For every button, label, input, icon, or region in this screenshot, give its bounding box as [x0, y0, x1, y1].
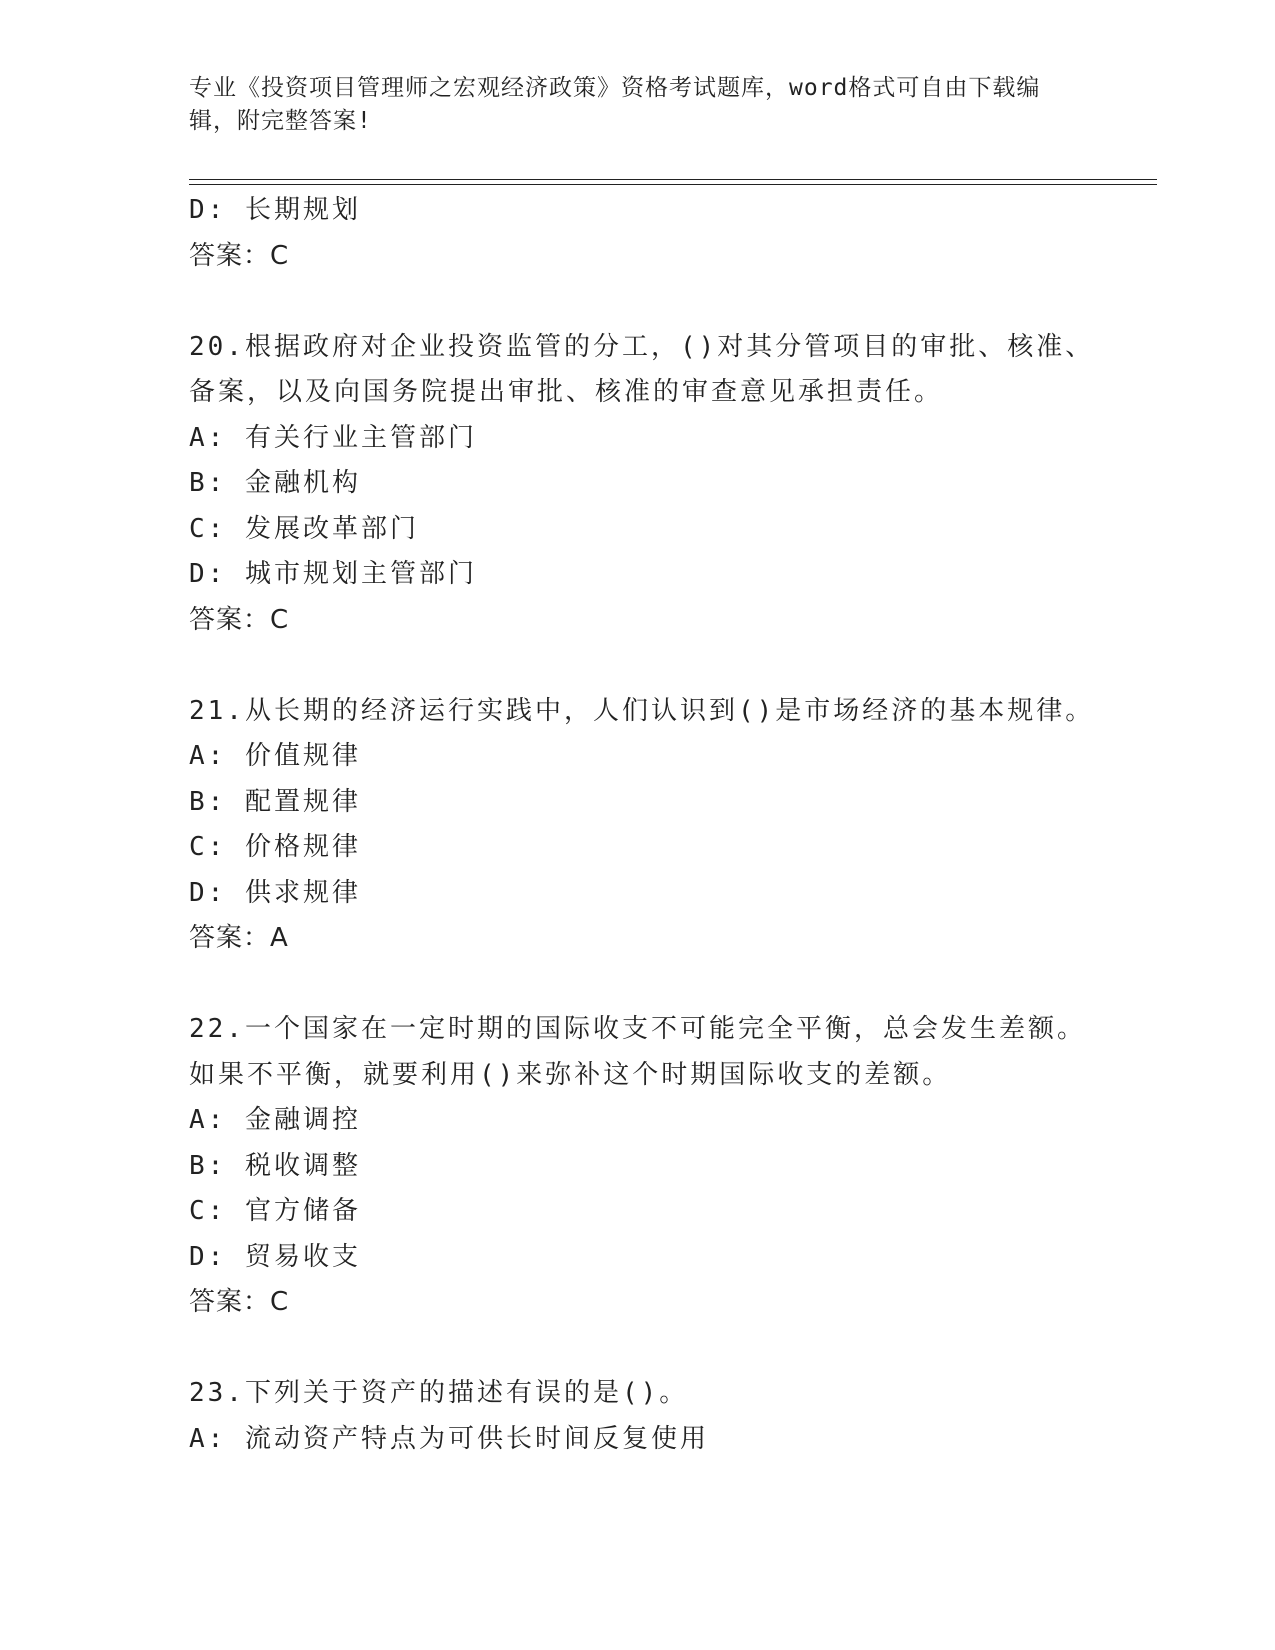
answer-line: 答案：A [189, 923, 289, 953]
option-a: A: 有关行业主管部门 [189, 422, 477, 453]
option-b: B: 税收调整 [189, 1150, 361, 1181]
option-a: A: 流动资产特点为可供长时间反复使用 [189, 1423, 709, 1454]
header-divider-top [189, 179, 1157, 180]
header-divider-bottom [189, 184, 1157, 185]
answer-line: 答案：C [189, 604, 290, 635]
question-stem: 22.一个国家在一定时期的国际收支不可能完全平衡，总会发生差额。 [189, 1014, 1086, 1044]
question-stem: 21.从长期的经济运行实践中，人们认识到()是市场经济的基本规律。 [189, 695, 1095, 726]
answer-line: 答案：C [189, 240, 290, 271]
header-line-1: 专业《投资项目管理师之宏观经济政策》资格考试题库，word格式可自由下载编 [189, 75, 1041, 101]
question-stem: 如果不平衡，就要利用()来弥补这个时期国际收支的差额。 [189, 1059, 952, 1090]
option-a: A: 价值规律 [189, 741, 361, 771]
question-21 [189, 689, 1157, 962]
question-stem: 23.下列关于资产的描述有误的是()。 [189, 1378, 689, 1408]
answer-line: 答案：C [189, 1287, 290, 1317]
question-23 [189, 1371, 1157, 1462]
previous-question-tail [189, 188, 1157, 279]
option-b: B: 金融机构 [189, 468, 361, 498]
option-d: D: 长期规划 [189, 195, 361, 225]
option-d: D: 贸易收支 [189, 1241, 361, 1272]
question-20 [189, 325, 1157, 644]
option-d: D: 供求规律 [189, 877, 361, 908]
question-stem: 20.根据政府对企业投资监管的分工，()对其分管项目的审批、核准、 [189, 331, 1095, 362]
question-list [189, 188, 1157, 1462]
option-a: A: 金融调控 [189, 1105, 361, 1135]
option-c: C: 官方储备 [189, 1196, 361, 1226]
option-c: C: 发展改革部门 [189, 513, 419, 544]
question-stem: 备案，以及向国务院提出审批、核准的审查意见承担责任。 [189, 377, 944, 407]
option-d: D: 城市规划主管部门 [189, 559, 477, 589]
spacer [189, 279, 1157, 325]
spacer [189, 1326, 1157, 1372]
option-b: B: 配置规律 [189, 786, 361, 817]
option-c: C: 价格规律 [189, 832, 361, 862]
spacer [189, 643, 1157, 689]
question-22 [189, 1007, 1157, 1326]
document-header [189, 72, 1089, 138]
header-line-2: 辑，附完整答案! [189, 108, 372, 134]
spacer [189, 962, 1157, 1008]
